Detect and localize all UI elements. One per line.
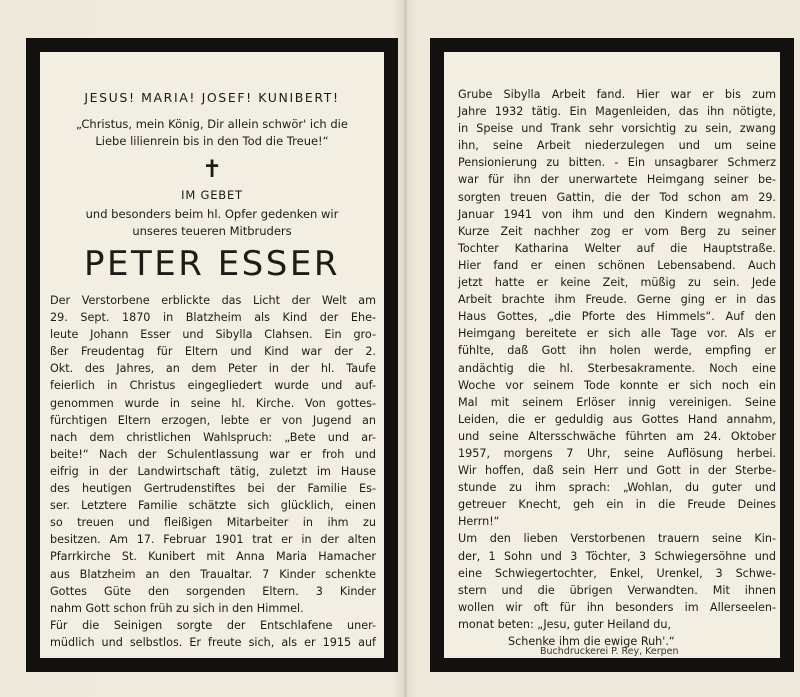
left-panel xyxy=(26,38,398,672)
text-line: Leiden, die er geduldig aus Gottes Hand annahm, xyxy=(458,412,776,426)
text-line: Arbeit brachte ihm Freude. Gerne ging er in das xyxy=(458,293,776,307)
text-line: des heutigen Gertrudenstiftes bei der Familie Es- xyxy=(50,482,376,496)
gebet-heading: IM GEBET xyxy=(181,188,243,202)
remembrance-line: unseres teueren Mitbruders xyxy=(132,224,292,238)
text-line: eifrig in der Landwirtschaft tätig, zuletzt im Hause xyxy=(50,464,376,478)
text-line: genommen wurde in seine hl. Kirche. Von gottes- xyxy=(50,396,376,410)
text-line: Woche vor seinem Tode konnte er sich noch ein xyxy=(458,378,776,392)
motto-line: „Christus, mein König, Dir allein schwör' ich die xyxy=(76,117,348,131)
text-line: Schenke ihm die ewige Ruh'.“ xyxy=(508,635,675,648)
remembrance-text xyxy=(40,206,384,240)
motto-quote xyxy=(60,116,364,150)
card-fold xyxy=(404,0,408,697)
text-line: 29. Sept. 1870 in Blatzheim als Kind der Ehe- xyxy=(50,311,376,325)
text-line: aus Blatzheim an den Traualtar. 7 Kinder schenkte xyxy=(50,567,376,581)
text-line: Grube Sibylla Arbeit fand. Hier war er bis zum xyxy=(458,88,776,101)
printer-imprint: Buchdruckerei P. Rey, Kerpen xyxy=(540,646,679,657)
text-line: Um den lieben Verstorbenen trauern seine Kin- xyxy=(458,532,776,546)
invocation-heading: JESUS! MARIA! JOSEF! KUNIBERT! xyxy=(84,90,340,105)
text-line: ihn, seine Arbeit niederzulegen und um seine xyxy=(458,139,776,153)
text-line: und seine Altersschwäche führten am 24. Oktober xyxy=(458,429,776,443)
text-line: fühlte, daß Gott ihn holen werde, empfing er xyxy=(458,344,776,358)
text-line: Kurze Zeit nachher zog er vom Berg zu seiner xyxy=(458,224,776,238)
text-line: Tochter Katharina Welter auf die Hauptstraße. xyxy=(458,241,776,255)
text-line: so treuen und fleißigen Mitarbeiter in ihm zu xyxy=(50,516,376,530)
text-line: Heimgang bereitete er sich alle Tage vor. Als er xyxy=(458,327,776,341)
text-line: ßer Freudentag für Eltern und Kind war der 2. xyxy=(50,345,376,359)
text-line: monat beten: „Jesu, guter Heiland du, xyxy=(458,617,672,631)
text-line: stern und die übrigen Verwandten. Mit ihnen xyxy=(458,583,776,597)
text-line: Pensionierung zu bitten. - Ein unsagbarer Schmerz xyxy=(458,156,776,170)
text-line: in Speise und Trank sehr vorsichtig zu sein, zwang xyxy=(458,122,776,136)
text-line: feierlich in Christus eingegliedert wurde und auf- xyxy=(50,379,376,393)
text-line: andächtig die hl. Sterbesakramente. Noch eine xyxy=(458,361,776,375)
text-line: sorgten treuen Gattin, die der Tod schon am 29. xyxy=(458,190,776,204)
text-line: nahm Gott schon früh zu sich in den Himmel. xyxy=(50,601,304,615)
text-line: Haus Gottes, „die Pforte des Himmels“. Auf den xyxy=(458,310,776,324)
text-line: beite!“ Nach der Schulentlassung war er froh und xyxy=(50,447,376,461)
text-line: fürchtigen Eltern erzogen, lebte er von Jugend an xyxy=(50,413,376,427)
text-line: getreuer Knecht, geh ein in die Freude Deines xyxy=(458,498,776,512)
text-line: war für ihn der unerwartete Heimgang seiner be- xyxy=(458,173,776,187)
text-line: Wir hoffen, daß sein Herr und Gott in der Sterbe- xyxy=(458,464,776,478)
biography-text-left xyxy=(50,292,376,651)
right-panel xyxy=(430,38,794,672)
text-line: jetzt hatte er keine Zeit, müßig zu sein. Jede xyxy=(458,276,776,290)
text-line: Jahre 1932 tätig. Ein Magenleiden, das ihn nötigte, xyxy=(458,105,776,119)
text-line: besitzen. Am 17. Februar 1901 trat er in der alten xyxy=(50,533,376,547)
text-line: wollen wir oft für ihn besonders im Allerseelen- xyxy=(458,600,776,614)
text-line: eine Schwiegertochter, Enkel, Urenkel, 3 Schwe- xyxy=(458,566,776,580)
text-line: Herrn!“ xyxy=(458,515,500,529)
text-line: Für die Seinigen sorgte der Entschlafene uner- xyxy=(50,618,376,632)
text-line: Der Verstorbene erblickte das Licht der Welt am xyxy=(50,294,376,307)
deceased-name: PETER ESSER xyxy=(84,244,340,284)
motto-line: Liebe lilienrein bis in den Tod die Treue!“ xyxy=(95,134,329,148)
text-line: Gottes Güte den sorgenden Eltern. 3 Kinder xyxy=(50,584,376,598)
text-line: Hier fand er einen schönen Lebensabend. Auch xyxy=(458,258,776,272)
text-line: 1957, morgens 7 Uhr, seine Auflösung herbei. xyxy=(458,446,776,460)
text-line: leute Johann Esser und Sibylla Clahsen. Ein gro- xyxy=(50,328,376,342)
biography-text-right xyxy=(458,86,776,650)
remembrance-line: und besonders beim hl. Opfer gedenken wir xyxy=(85,207,339,221)
text-line: Mal mit seinem Erlöser innig vereinigen. Seine xyxy=(458,395,776,409)
text-line: ser. Letztere Familie schätzte sich glücklich, einen xyxy=(50,499,376,513)
text-line: müdlich und selbstlos. Er freute sich, als er 1915 auf xyxy=(50,635,376,649)
text-line: der, 1 Sohn und 3 Töchter, 3 Schwiegersöhne und xyxy=(458,549,776,563)
text-line: Okt. des Jahres, an dem Peter in der hl. Taufe xyxy=(50,362,376,376)
text-line: stunde zu ihm sprach: „Wohlan, du guter und xyxy=(458,481,776,495)
text-line: nach dem christlichen Wahlspruch: „Bete und ar- xyxy=(50,430,376,444)
cross-icon: ✝ xyxy=(201,155,223,183)
text-line: Pfarrkirche St. Kunibert mit Anna Maria Hamacher xyxy=(50,550,376,564)
text-line: Januar 1941 von ihm und den Kindern wegnahm. xyxy=(458,207,776,221)
